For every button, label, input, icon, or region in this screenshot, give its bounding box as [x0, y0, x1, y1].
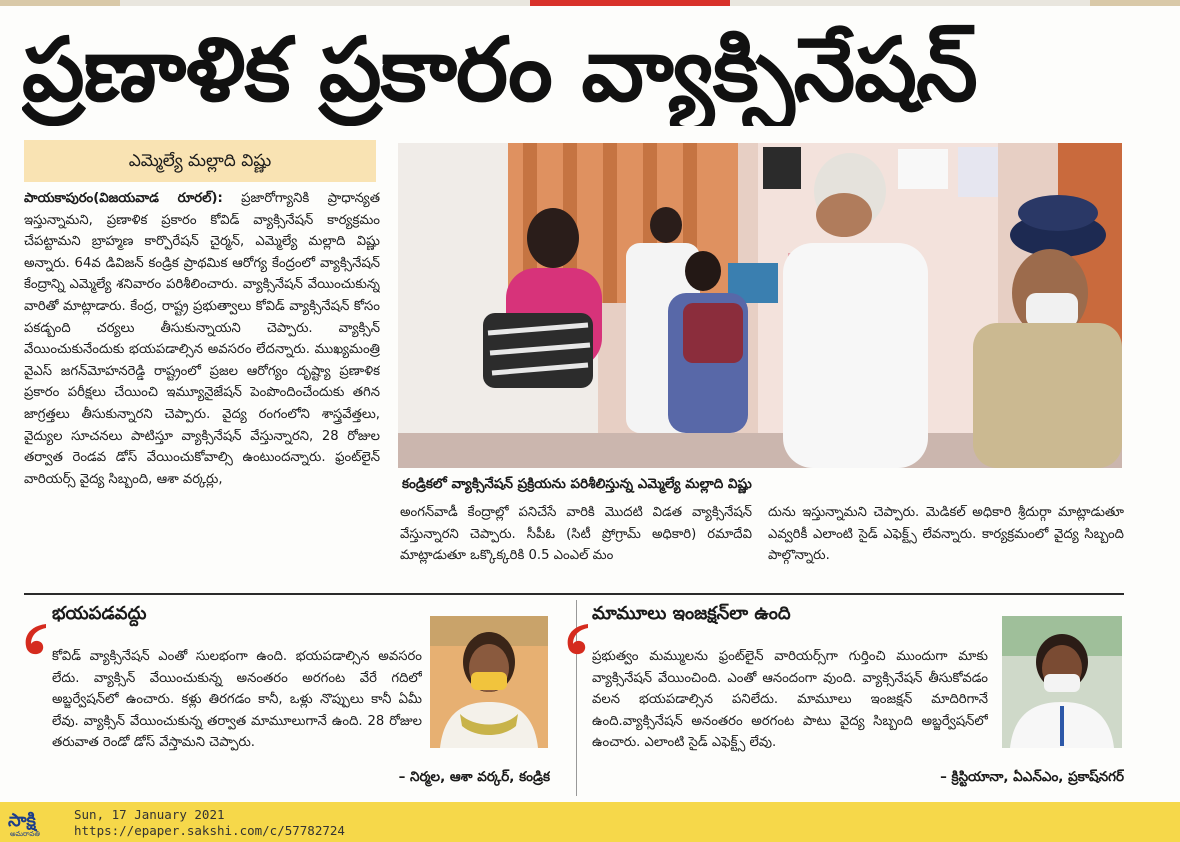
byline-box: ఎమ్మెల్యే మల్లాది విష్ణు — [24, 140, 376, 182]
article-headline: ప్రణాళిక ప్రకారం వ్యాక్సినేషన్ — [22, 18, 977, 121]
photo-caption: కండ్రికలో వ్యాక్సినేషన్ ప్రక్రియను పరిశీలిస్తున్న ఎమ్మెల్యే మల్లాది విష్ణు — [402, 476, 752, 492]
article-photo — [398, 143, 1122, 468]
logo-edition-text: అమరావతి — [10, 830, 40, 838]
quote-box-left-text: కోవిడ్ వ్యాక్సినేషన్ ఎంతో సులభంగా ఉంది. భయపడాల్సిన అవసరం లేదు. వ్యాక్సిన్ వేయించుకున్న అనంతరం అరగంట వేరే గదిలో అబ్జర్వేషన్‌లో ఉంచారు. కళ్లు తిరగడం కానీ, ఒళ్లు నొప్పులు కానీ ఏమీ లేవు. వ్యాక్సిన్ వేయించుకున్న తర్వాత మామూలుగానే ఉంది. 28 రోజుల తరువాత రెండో డోస్ వేస్తామని చెప్పారు. — [52, 649, 422, 751]
article-column-1-text: ప్రజారోగ్యానికి ప్రాధాన్యత ఇస్తున్నామని, ప్రణాళిక ప్రకారం కోవిడ్ వ్యాక్సినేషన్ కార్యక్రమం చేపట్టామని బ్రాహ్మణ కార్పొరేషన్ చైర్మన్, ఎమ్మెల్యే మల్లాది విష్ణు అన్నారు. 64వ డివిజన్ కండ్రిక ప్రాథమిక ఆరోగ్య కేంద్రంలో వ్యాక్సినేషన్ కేంద్రాన్ని ఎమ్మెల్యే శనివారం పరిశీలించారు. వ్యాక్సినేషన్ వేయించుకున్న వారితో మాట్లాడారు. కేంద్ర, రాష్ట్ర ప్రభుత్వాలు కోవిడ్ వ్యాక్సినేషన్ కోసం పకడ్బంది చర్యలు తీసుకున్నాయని చెప్పారు. వ్యాక్సిన్ వేయించుకునేందుకు భయపడాల్సిన అవసరం లేదన్నారు. ముఖ్యమంత్రి వైఎస్ జగన్‌మోహన‌రెడ్డి రాష్ట్రంలో ప్రజల ఆరోగ్యం దృష్ట్యా ప్రణాళిక ప్రకారం పరీక్షలు చేయించి ఇమ్యూనైజేషన్ పెంపొందించేందుకు తగిన జాగ్రత్తలు తీసుకున్నారని చెప్పారు. వైద్య రంగంలోని శాస్త్రవేత్తలు, వైద్యుల సూచనలు పాటిస్తూ వ్యాక్సినేషన్ వేస్తున్నారని, 28 రోజుల తర్వాత రెండవ డోస్ వేయించుకోవాల్సి ఉంటుందన్నారు. ఫ్రంట్‌లైన్ వారియర్స్ వైద్య సిబ్బంది, ఆశా వర్కర్లు, — [24, 191, 380, 487]
article-column-3: దును ఇస్తున్నామని చెప్పారు. మెడికల్ అధికారి శ్రీదుర్గా మాట్లాడుతూ ఎవ్వరికీ ఎలాంటి సైడ్ ఎఫెక్ట్స్ లేవన్నారు. కార్యక్రమంలో వైద్య సిబ్బంది పాల్గొన్నారు. — [768, 505, 1124, 564]
logo-brand-text: సాక్షి — [8, 810, 36, 831]
epaper-footer — [0, 802, 1180, 842]
portrait-left — [430, 616, 548, 748]
quote-box-right-text: ప్రభుత్వం మమ్ములను ఫ్రంట్‌లైన్ వారియర్స్‌గా గుర్తించి ముందుగా మాకు వ్యాక్సినేషన్ వేయించింది. ఎంతో ఆనందంగా వుంది. వ్యాక్సినేషన్ తీసుకోవడం వలన భయపడాల్సిన పనిలేదు. మామూలు ఇంజక్షన్ మాదిరిగానే ఉంది.వ్యాక్సినేషన్ అనంతరం అరగంట పాటు వైద్య సిబ్బంది అబ్జర్వేషన్‌లో ఉంచారు. ఎలాంటి సైడ్ ఎఫెక్ట్స్ లేవు. — [592, 649, 988, 751]
article-column-2: అంగన్‌వాడీ కేంద్రాల్లో పనిచేసే వారికి మొదటి విడత వ్యాక్సినేషన్ వేస్తున్నారని చెప్పారు. సీపీఓ (సిటీ ప్రోగ్రామ్ అధికారి) రమాదేవి మాట్లాడుతూ ఒక్కొక్కరికి 0.5 ఎంఎల్ మం — [400, 505, 752, 564]
quote-mark-icon — [562, 620, 592, 660]
quote-box-right-attribution: – క్రిస్టియానా, ఏఎన్ఎం, ప్రకాష్‌నగర్ — [940, 769, 1124, 785]
quote-mark-icon — [20, 620, 50, 660]
top-color-bar — [0, 0, 1180, 6]
epaper-url[interactable]: https://epaper.sakshi.com/c/57782724 — [74, 823, 345, 838]
article-column-1 — [24, 188, 380, 580]
quote-box-left-attribution: – నిర్మల, ఆశా వర్కర్, కండ్రిక — [398, 769, 550, 785]
edition-date: Sun, 17 January 2021 — [74, 807, 225, 822]
portrait-right — [1002, 616, 1122, 748]
section-divider — [24, 593, 1124, 595]
quote-box-left-title: భయపడవద్దు — [52, 603, 147, 624]
dateline: పాయకాపురం(విజయవాడ రూరల్): — [24, 191, 223, 206]
quote-box-right-title: మామూలు ఇంజక్షన్‌లా ఉంది — [592, 603, 791, 624]
sakshi-logo — [6, 806, 64, 838]
